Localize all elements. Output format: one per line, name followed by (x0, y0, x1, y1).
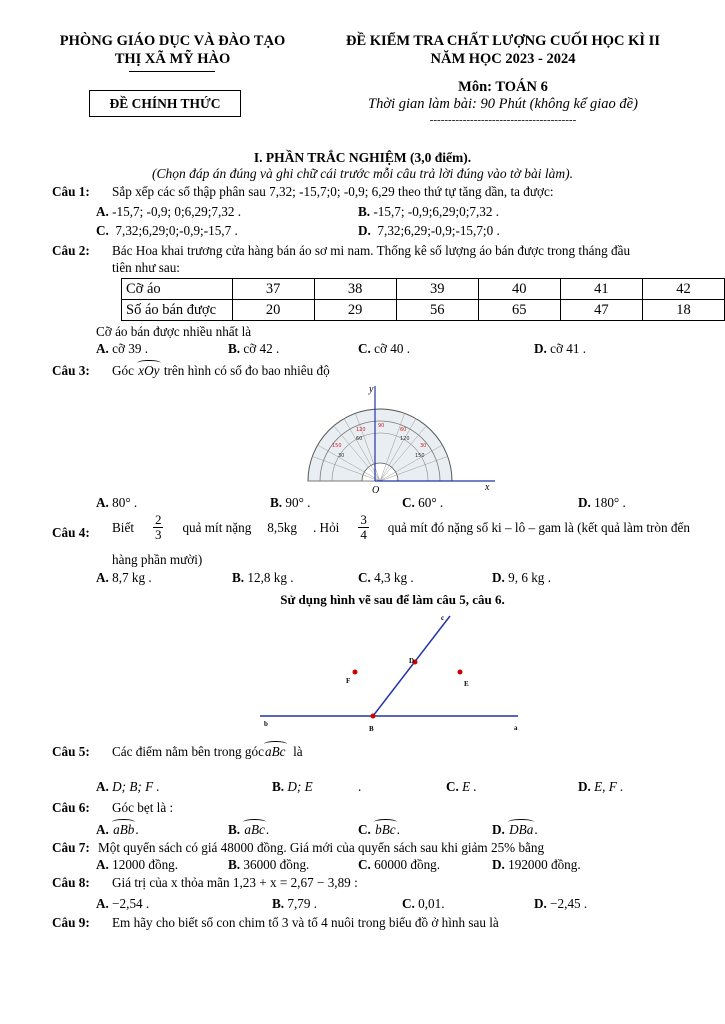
table-cell: 38 (314, 279, 396, 300)
q1-label: Câu 1: (52, 184, 90, 199)
label-e: E (464, 680, 469, 688)
q6-text: Góc bẹt là : (112, 800, 174, 815)
fraction-two-thirds: $\frac{2}{3}$ (154, 512, 162, 542)
q7-label: Câu 7: (52, 840, 90, 855)
q5-label: Câu 5: (52, 744, 90, 759)
q8-option-a: A. −2,54 . (96, 896, 150, 911)
section-instruction: (Chọn đáp án đúng và ghi chữ cái trước mỗi câu trả lời đúng vào tờ bài làm). (151, 166, 574, 181)
q2-text-line2: tiên như sau: (112, 260, 180, 275)
q7-option-c: C. 60000 đồng. (358, 857, 441, 872)
q2-option-a: A. cỡ 39 . (96, 341, 149, 356)
q7-option-d: D. 192000 đồng. (492, 857, 581, 872)
q1-text: Sắp xếp các số thập phân sau 7,32; -15,7;0; -0,9; 6,29 theo thứ tự tăng dần, ta được: (112, 184, 554, 199)
q5-text: Các điểm nằm bên trong gócaBc là (112, 744, 303, 759)
table-cell: 37 (232, 279, 314, 300)
svg-text:60: 60 (400, 427, 407, 433)
table-cell: 39 (396, 279, 478, 300)
q6-label: Câu 6: (52, 800, 90, 815)
svg-text:150: 150 (415, 453, 425, 459)
q4-text: Biết $\frac{2}{3}$ quả mít nặng 8,5kg . Hỏi $\frac{3}{4}$ quả mít đó nặng số ki – lô – gam là (kết quả làm tròn đến (112, 512, 690, 542)
table-cell: 65 (478, 300, 560, 321)
q5-option-b-period: . (358, 779, 362, 794)
svg-text:60: 60 (356, 436, 363, 442)
q2-option-d: D. cỡ 41 . (534, 341, 587, 356)
protractor-figure (300, 380, 500, 495)
q2-option-b: B. cỡ 42 . (228, 341, 280, 356)
q9-text: Em hãy cho biết số con chim tổ 3 và tổ 4 nuôi trong biểu đồ ở hình sau là (112, 915, 499, 930)
table-cell: Cỡ áo (122, 279, 233, 300)
ray-bc (373, 616, 450, 716)
q2-question: Cỡ áo bán được nhiều nhất là (96, 324, 252, 339)
q5-option-a: A. D; B; F . (96, 779, 160, 794)
point-b (371, 714, 376, 719)
table-cell: 18 (642, 300, 724, 321)
q7-text: Một quyển sách có giá 48000 đồng. Giá mới của quyển sách sau khi giảm 25% bằng (98, 840, 545, 855)
table-cell: 56 (396, 300, 478, 321)
q8-option-d: D. −2,45 . (534, 896, 588, 911)
angle-figure (255, 610, 530, 735)
q3-option-b: B. 90° . (270, 495, 311, 510)
label-x: x (485, 482, 490, 493)
q5-option-b: B. D; E (272, 779, 313, 794)
label-b-point: B (369, 725, 374, 733)
table-cell: Số áo bán được (122, 300, 233, 321)
q8-text: Giá trị của x thỏa mãn 1,23 + x = 2,67 − 3,89 : (112, 875, 358, 890)
label-o: O (372, 485, 380, 495)
label-y: y (369, 384, 374, 395)
school-year: NĂM HỌC 2023 - 2024 (430, 51, 576, 67)
q6-option-d: D. DBa. (492, 822, 538, 837)
q4-option-b: B. 12,8 kg . (232, 570, 294, 585)
q8-label: Câu 8: (52, 875, 90, 890)
protractor-icon (308, 409, 452, 481)
label-d: D (409, 657, 415, 665)
q5-option-d: D. E, F . (578, 779, 624, 794)
q3-option-d: D. 180° . (578, 495, 626, 510)
q1-option-d: D. 7,32;6,29;-0,9;-15,7;0 . (358, 223, 500, 238)
figure-title: Sử dụng hình vẽ sau để làm câu 5, câu 6. (280, 592, 505, 607)
q2-option-c: C. cỡ 40 . (358, 341, 411, 356)
q5-option-c: C. E . (446, 779, 477, 794)
exam-time: Thời gian làm bài: 90 Phút (không kể giao đề) (368, 96, 638, 112)
table-cell: 47 (560, 300, 642, 321)
svg-text:120: 120 (356, 427, 366, 433)
q3-text: Góc xOy trên hình có số đo bao nhiêu độ (112, 363, 330, 378)
q9-label: Câu 9: (52, 915, 90, 930)
point-f (353, 670, 358, 675)
q3-label: Câu 3: (52, 363, 90, 378)
table-cell: 40 (478, 279, 560, 300)
table-cell: 41 (560, 279, 642, 300)
official-badge: ĐỀ CHÍNH THỨC (89, 90, 241, 117)
q1-option-a: A. -15,7; -0,9; 0;6,29;7,32 . (96, 204, 242, 219)
header-underline (129, 71, 215, 72)
q8-option-b: B. 7,79 . (272, 896, 318, 911)
q4-option-c: C. 4,3 kg . (358, 570, 414, 585)
label-a: a (514, 724, 518, 732)
fraction-three-quarters: $\frac{3}{4}$ (360, 512, 367, 542)
q4-option-a: A. 8,7 kg . (96, 570, 152, 585)
q2-text-line1: Bác Hoa khai trương cửa hàng bán áo sơ mi nam. Thống kê số lượng áo bán được trong tháng đầu (112, 243, 631, 258)
q2-label: Câu 2: (52, 243, 90, 258)
svg-text:90: 90 (378, 423, 385, 429)
size-table (121, 278, 725, 321)
label-b-ray: b (264, 720, 268, 728)
table-row (122, 279, 725, 300)
point-e (458, 670, 463, 675)
subject: Môn: TOÁN 6 (458, 79, 548, 95)
department-name: PHÒNG GIÁO DỤC VÀ ĐÀO TẠO (59, 33, 286, 49)
table-row (122, 300, 725, 321)
q3-option-c: C. 60° . (402, 495, 444, 510)
q6-option-a: A. aBb. (96, 822, 139, 837)
q7-option-b: B. 36000 đồng. (228, 857, 310, 872)
q7-option-a: A. 12000 đồng. (96, 857, 179, 872)
q4-option-d: D. 9, 6 kg . (492, 570, 551, 585)
q4-text-line2: hàng phần mười) (112, 552, 203, 567)
svg-text:120: 120 (400, 436, 410, 442)
table-cell: 42 (642, 279, 724, 300)
exam-title: ĐỀ KIỂM TRA CHẤT LƯỢNG CUỐI HỌC KÌ II (346, 33, 660, 49)
q1-option-c: C. 7,32;6,29;0;-0,9;-15,7 . (96, 223, 238, 238)
section-title: I. PHẦN TRẮC NGHIỆM (3,0 điểm). (253, 150, 472, 165)
q3-option-a: A. 80° . (96, 495, 138, 510)
table-cell: 20 (232, 300, 314, 321)
label-c: c (441, 614, 445, 622)
q8-option-c: C. 0,01. (402, 896, 445, 911)
district-name: THỊ XÃ MỸ HÀO (114, 51, 231, 67)
q4-label: Câu 4: (52, 525, 90, 540)
q6-option-b: B. aBc. (228, 822, 270, 837)
table-cell: 29 (314, 300, 396, 321)
header-dashes: ---------------------------------------- (429, 114, 577, 126)
label-f: F (346, 677, 351, 685)
q6-option-c: C. bBc. (358, 822, 400, 837)
svg-text:30: 30 (338, 453, 345, 459)
q1-option-b: B. -15,7; -0,9;6,29;0;7,32 . (358, 204, 500, 219)
svg-text:150: 150 (332, 443, 342, 449)
svg-text:30: 30 (420, 443, 427, 449)
